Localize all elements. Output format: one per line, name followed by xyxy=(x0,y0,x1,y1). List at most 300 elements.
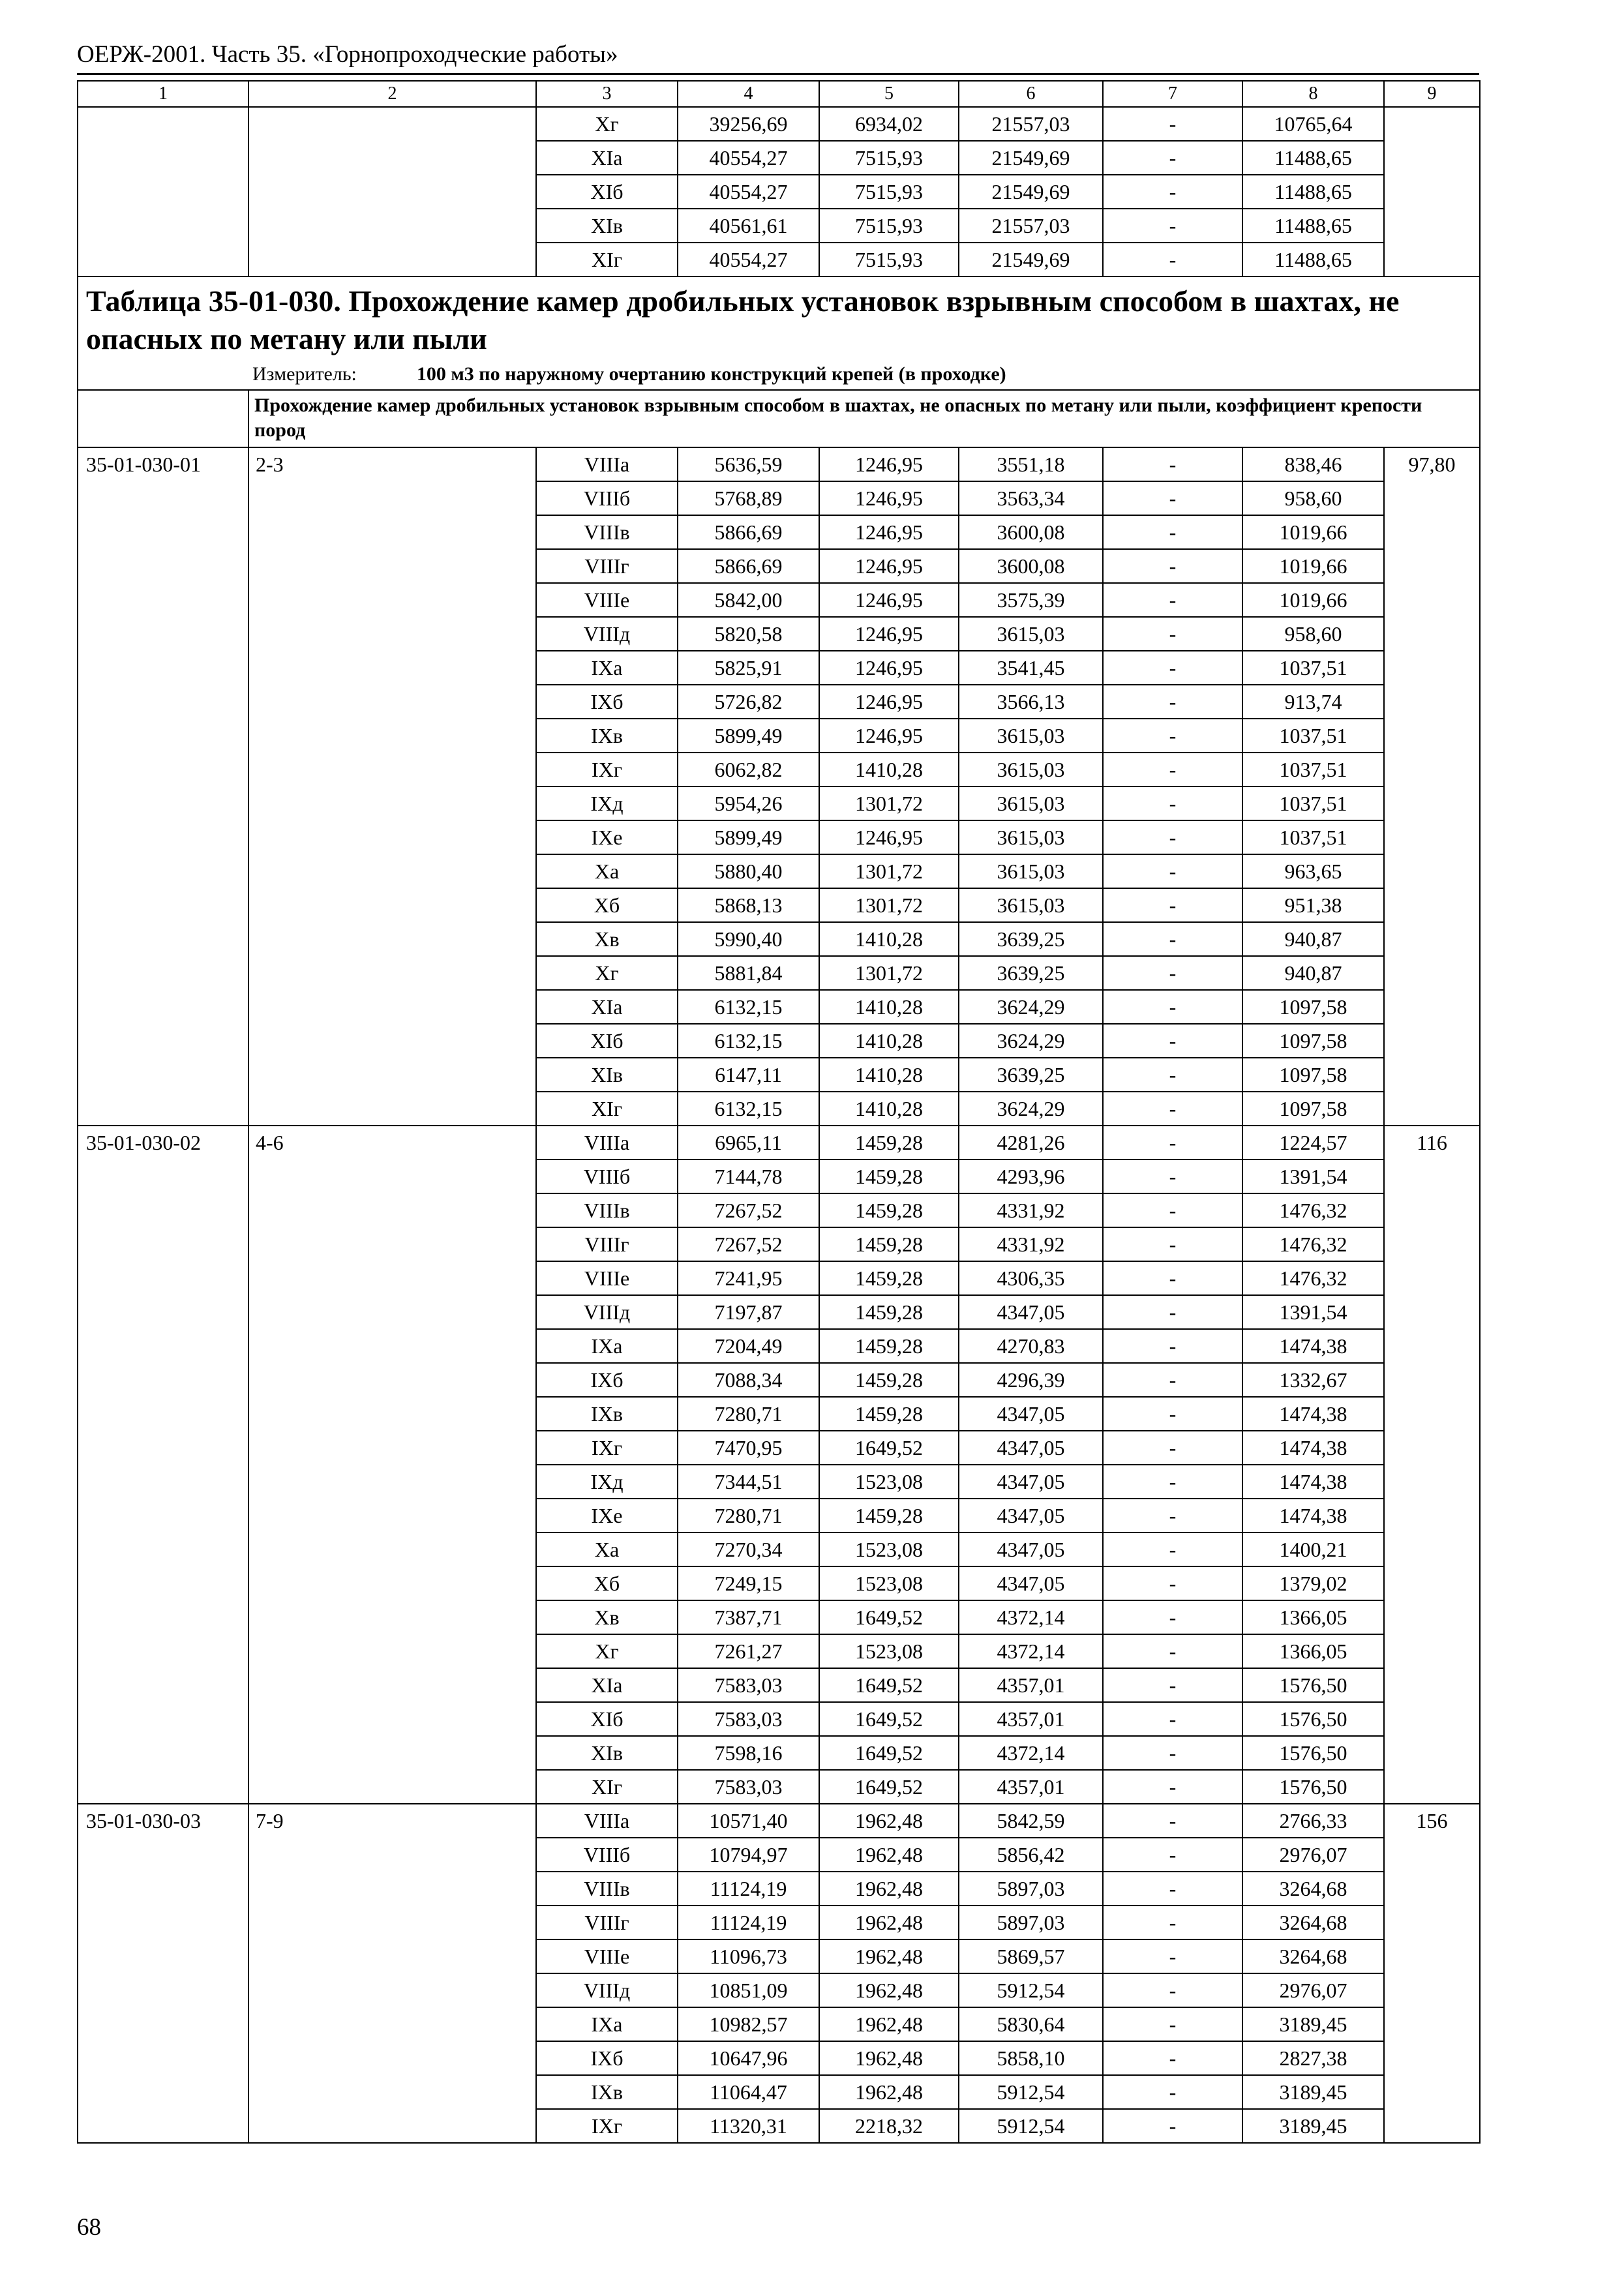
table-row xyxy=(78,107,1480,141)
cell-labor: 1246,95 xyxy=(819,481,959,515)
cell-coefficient xyxy=(248,786,536,820)
cell-total: 7261,27 xyxy=(678,1634,819,1668)
cell-col9 xyxy=(1384,1566,1480,1600)
cell-category: IXа xyxy=(536,2007,678,2041)
cell-coefficient xyxy=(248,1634,536,1668)
meter-row xyxy=(78,358,1480,390)
cell-coefficient xyxy=(248,956,536,990)
cell-coefficient xyxy=(248,107,536,141)
cell-col7: - xyxy=(1103,1600,1242,1634)
cell-machines: 21557,03 xyxy=(959,209,1103,243)
cell-col9 xyxy=(1384,141,1480,175)
cell-code xyxy=(78,786,248,820)
cell-col9 xyxy=(1384,481,1480,515)
table-row xyxy=(78,1973,1480,2007)
cell-category: Ха xyxy=(536,1533,678,1566)
table-row xyxy=(78,1838,1480,1872)
cell-labor: 1962,48 xyxy=(819,1838,959,1872)
cell-materials: 958,60 xyxy=(1242,617,1384,651)
cell-code xyxy=(78,515,248,549)
cell-col7: - xyxy=(1103,854,1242,888)
table-row xyxy=(78,1872,1480,1906)
running-header: ОЕРЖ-2001. Часть 35. «Горнопроходческие работы» xyxy=(77,41,618,68)
cell-category: XIб xyxy=(536,1024,678,1058)
table-row xyxy=(78,1702,1480,1736)
cell-col7: - xyxy=(1103,719,1242,753)
cell-machines: 4347,05 xyxy=(959,1533,1103,1566)
cell-labor: 1246,95 xyxy=(819,583,959,617)
cell-machines: 4331,92 xyxy=(959,1193,1103,1227)
cell-machines: 4270,83 xyxy=(959,1329,1103,1363)
cell-machines: 3600,08 xyxy=(959,549,1103,583)
cell-machines: 4347,05 xyxy=(959,1465,1103,1499)
cell-machines: 4347,05 xyxy=(959,1499,1103,1533)
cell-coefficient xyxy=(248,2041,536,2075)
table-row xyxy=(78,1363,1480,1397)
cell-col7: - xyxy=(1103,2007,1242,2041)
cell-category: Хг xyxy=(536,1634,678,1668)
cell-total: 5954,26 xyxy=(678,786,819,820)
cell-labor: 7515,93 xyxy=(819,243,959,277)
cell-materials: 1379,02 xyxy=(1242,1566,1384,1600)
table-row xyxy=(78,753,1480,786)
cell-labor: 1459,28 xyxy=(819,1499,959,1533)
cell-coefficient xyxy=(248,209,536,243)
cell-machines: 5869,57 xyxy=(959,1939,1103,1973)
cell-col7: - xyxy=(1103,1058,1242,1092)
cell-code xyxy=(78,990,248,1024)
cell-col7: - xyxy=(1103,990,1242,1024)
table-row xyxy=(78,888,1480,922)
cell-labor: 1523,08 xyxy=(819,1465,959,1499)
cell-col7: - xyxy=(1103,1838,1242,1872)
cell-materials: 1037,51 xyxy=(1242,753,1384,786)
cell-total: 10571,40 xyxy=(678,1804,819,1838)
cell-col9 xyxy=(1384,1634,1480,1668)
cell-coefficient xyxy=(248,549,536,583)
cell-col9 xyxy=(1384,1465,1480,1499)
cell-code xyxy=(78,1261,248,1295)
cell-col7: - xyxy=(1103,1566,1242,1600)
cell-col7: - xyxy=(1103,1668,1242,1702)
cell-coefficient xyxy=(248,2007,536,2041)
cell-total: 7144,78 xyxy=(678,1159,819,1193)
cell-labor: 1459,28 xyxy=(819,1397,959,1431)
table-row xyxy=(78,685,1480,719)
meter-spacer xyxy=(78,358,248,390)
cell-total: 7267,52 xyxy=(678,1193,819,1227)
cell-col7: - xyxy=(1103,753,1242,786)
rates-table-wrapper xyxy=(77,80,1479,2144)
cell-col9 xyxy=(1384,1363,1480,1397)
cell-col9 xyxy=(1384,854,1480,888)
cell-labor: 1410,28 xyxy=(819,1092,959,1126)
cell-machines: 3639,25 xyxy=(959,1058,1103,1092)
cell-category: IXа xyxy=(536,1329,678,1363)
cell-col9 xyxy=(1384,1973,1480,2007)
cell-col9 xyxy=(1384,549,1480,583)
cell-col7: - xyxy=(1103,651,1242,685)
cell-category: Ха xyxy=(536,854,678,888)
table-row xyxy=(78,481,1480,515)
cell-total: 39256,69 xyxy=(678,107,819,141)
cell-total: 11124,19 xyxy=(678,1906,819,1939)
cell-coefficient xyxy=(248,1770,536,1804)
cell-labor: 1649,52 xyxy=(819,1668,959,1702)
cell-code xyxy=(78,141,248,175)
table-row xyxy=(78,1024,1480,1058)
cell-code xyxy=(78,1939,248,1973)
table-row xyxy=(78,1804,1480,1838)
cell-coefficient xyxy=(248,481,536,515)
cell-col7: - xyxy=(1103,209,1242,243)
cell-col7: - xyxy=(1103,515,1242,549)
cell-labor: 1649,52 xyxy=(819,1736,959,1770)
cell-coefficient xyxy=(248,1159,536,1193)
cell-coefficient xyxy=(248,515,536,549)
cell-materials: 1476,32 xyxy=(1242,1193,1384,1227)
cell-col9 xyxy=(1384,1159,1480,1193)
cell-code xyxy=(78,1736,248,1770)
cell-category: VIIIе xyxy=(536,1939,678,1973)
cell-col7: - xyxy=(1103,447,1242,481)
cell-code xyxy=(78,175,248,209)
cell-materials: 1097,58 xyxy=(1242,990,1384,1024)
cell-code xyxy=(78,549,248,583)
cell-coefficient xyxy=(248,651,536,685)
cell-col7: - xyxy=(1103,1872,1242,1906)
column-number-5: 5 xyxy=(819,81,959,107)
cell-materials: 2976,07 xyxy=(1242,1973,1384,2007)
description-row xyxy=(78,390,1480,447)
table-row xyxy=(78,1261,1480,1295)
cell-labor: 7515,93 xyxy=(819,209,959,243)
cell-materials: 11488,65 xyxy=(1242,175,1384,209)
cell-category: XIа xyxy=(536,1668,678,1702)
cell-materials: 1576,50 xyxy=(1242,1702,1384,1736)
cell-machines: 21549,69 xyxy=(959,175,1103,209)
column-number-3: 3 xyxy=(536,81,678,107)
cell-total: 7088,34 xyxy=(678,1363,819,1397)
cell-code xyxy=(78,1193,248,1227)
cell-category: IXв xyxy=(536,719,678,753)
cell-machines: 4347,05 xyxy=(959,1431,1103,1465)
cell-col7: - xyxy=(1103,175,1242,209)
cell-labor: 1459,28 xyxy=(819,1295,959,1329)
cell-col9 xyxy=(1384,2109,1480,2143)
cell-col7: - xyxy=(1103,1770,1242,1804)
cell-total: 6132,15 xyxy=(678,990,819,1024)
cell-materials: 1366,05 xyxy=(1242,1600,1384,1634)
cell-code xyxy=(78,1973,248,2007)
cell-coefficient xyxy=(248,1058,536,1092)
cell-coefficient xyxy=(248,2075,536,2109)
cell-col9 xyxy=(1384,1668,1480,1702)
cell-col7: - xyxy=(1103,820,1242,854)
cell-machines: 3541,45 xyxy=(959,651,1103,685)
cell-labor: 1523,08 xyxy=(819,1566,959,1600)
cell-materials: 1576,50 xyxy=(1242,1770,1384,1804)
cell-col7: - xyxy=(1103,141,1242,175)
cell-materials: 963,65 xyxy=(1242,854,1384,888)
cell-total: 7583,03 xyxy=(678,1770,819,1804)
table-title: Таблица 35-01-030. Прохождение камер дробильных установок взрывным способом в шахтах, не опасных по метану или пыли xyxy=(86,284,1400,355)
cell-code xyxy=(78,1092,248,1126)
cell-materials: 11488,65 xyxy=(1242,243,1384,277)
cell-total: 40561,61 xyxy=(678,209,819,243)
cell-category: VIIIг xyxy=(536,549,678,583)
cell-col9 xyxy=(1384,1193,1480,1227)
table-row xyxy=(78,1736,1480,1770)
cell-materials: 1391,54 xyxy=(1242,1159,1384,1193)
cell-col7: - xyxy=(1103,1736,1242,1770)
cell-machines: 3624,29 xyxy=(959,1092,1103,1126)
cell-col7: - xyxy=(1103,1906,1242,1939)
cell-coefficient xyxy=(248,1736,536,1770)
cell-category: IXе xyxy=(536,1499,678,1533)
labor-cost-value: 156 xyxy=(1384,1804,1480,1838)
cell-labor: 1459,28 xyxy=(819,1363,959,1397)
cell-col9 xyxy=(1384,719,1480,753)
cell-col9 xyxy=(1384,1092,1480,1126)
cell-category: IXг xyxy=(536,2109,678,2143)
cell-col7: - xyxy=(1103,481,1242,515)
cell-total: 10647,96 xyxy=(678,2041,819,2075)
cell-code xyxy=(78,651,248,685)
cell-code xyxy=(78,1702,248,1736)
cell-code xyxy=(78,1872,248,1906)
cell-materials: 1474,38 xyxy=(1242,1431,1384,1465)
cell-materials: 1224,57 xyxy=(1242,1126,1384,1159)
cell-col9 xyxy=(1384,1058,1480,1092)
cell-labor: 7515,93 xyxy=(819,175,959,209)
cell-col7: - xyxy=(1103,549,1242,583)
cell-materials: 1019,66 xyxy=(1242,549,1384,583)
cell-total: 11320,31 xyxy=(678,2109,819,2143)
cell-total: 6062,82 xyxy=(678,753,819,786)
cell-category: XIв xyxy=(536,1736,678,1770)
cell-materials: 1474,38 xyxy=(1242,1499,1384,1533)
cell-code xyxy=(78,1668,248,1702)
cell-col7: - xyxy=(1103,583,1242,617)
cell-code xyxy=(78,719,248,753)
rates-table xyxy=(77,80,1481,2144)
cell-materials: 1037,51 xyxy=(1242,719,1384,753)
table-row xyxy=(78,1227,1480,1261)
cell-category: IXб xyxy=(536,685,678,719)
cell-code xyxy=(78,1159,248,1193)
cell-coefficient xyxy=(248,1329,536,1363)
cell-col9 xyxy=(1384,1024,1480,1058)
cell-labor: 1246,95 xyxy=(819,549,959,583)
cell-coefficient xyxy=(248,175,536,209)
table-row xyxy=(78,1058,1480,1092)
table-row xyxy=(78,2109,1480,2143)
cell-machines: 3600,08 xyxy=(959,515,1103,549)
cell-materials: 1097,58 xyxy=(1242,1092,1384,1126)
cell-machines: 3615,03 xyxy=(959,753,1103,786)
cell-total: 5636,59 xyxy=(678,447,819,481)
cell-labor: 1410,28 xyxy=(819,990,959,1024)
cell-materials: 1366,05 xyxy=(1242,1634,1384,1668)
cell-machines: 4357,01 xyxy=(959,1770,1103,1804)
table-row xyxy=(78,1431,1480,1465)
table-row xyxy=(78,243,1480,277)
cell-category: XIа xyxy=(536,141,678,175)
cell-code xyxy=(78,583,248,617)
table-row xyxy=(78,854,1480,888)
table-row xyxy=(78,549,1480,583)
cell-machines: 4296,39 xyxy=(959,1363,1103,1397)
cell-col9 xyxy=(1384,786,1480,820)
cell-total: 10982,57 xyxy=(678,2007,819,2041)
cell-total: 40554,27 xyxy=(678,175,819,209)
cell-total: 5842,00 xyxy=(678,583,819,617)
cell-col9 xyxy=(1384,1906,1480,1939)
cell-category: VIIIе xyxy=(536,1261,678,1295)
cell-machines: 5842,59 xyxy=(959,1804,1103,1838)
cell-materials: 11488,65 xyxy=(1242,209,1384,243)
cell-machines: 3624,29 xyxy=(959,990,1103,1024)
cell-category: VIIIа xyxy=(536,447,678,481)
cell-total: 7583,03 xyxy=(678,1702,819,1736)
table-row xyxy=(78,1465,1480,1499)
cell-category: VIIIб xyxy=(536,1159,678,1193)
cell-labor: 1301,72 xyxy=(819,854,959,888)
table-row xyxy=(78,719,1480,753)
cell-category: IXг xyxy=(536,753,678,786)
cell-labor: 1962,48 xyxy=(819,1906,959,1939)
table-row xyxy=(78,209,1480,243)
cell-col7: - xyxy=(1103,1702,1242,1736)
cell-machines: 3639,25 xyxy=(959,922,1103,956)
cell-col7: - xyxy=(1103,1261,1242,1295)
cell-materials: 1019,66 xyxy=(1242,583,1384,617)
cell-category: VIIIе xyxy=(536,583,678,617)
cell-code xyxy=(78,1024,248,1058)
cell-coefficient xyxy=(248,1465,536,1499)
table-row xyxy=(78,1329,1480,1363)
cell-materials: 1332,67 xyxy=(1242,1363,1384,1397)
cell-labor: 1246,95 xyxy=(819,820,959,854)
cell-col7: - xyxy=(1103,2109,1242,2143)
cell-machines: 3624,29 xyxy=(959,1024,1103,1058)
cell-col9 xyxy=(1384,1431,1480,1465)
cell-col7: - xyxy=(1103,786,1242,820)
cell-machines: 3639,25 xyxy=(959,956,1103,990)
table-row xyxy=(78,1499,1480,1533)
cell-materials: 1474,38 xyxy=(1242,1329,1384,1363)
cell-materials: 1476,32 xyxy=(1242,1261,1384,1295)
table-row xyxy=(78,583,1480,617)
cell-code xyxy=(78,956,248,990)
cell-code xyxy=(78,1363,248,1397)
column-number-row xyxy=(78,81,1480,107)
cell-category: XIб xyxy=(536,1702,678,1736)
cell-code xyxy=(78,1634,248,1668)
cell-category: Хг xyxy=(536,956,678,990)
column-number-1: 1 xyxy=(78,81,248,107)
cell-category: XIг xyxy=(536,1092,678,1126)
cell-coefficient xyxy=(248,1600,536,1634)
table-row xyxy=(78,990,1480,1024)
cell-col7: - xyxy=(1103,2075,1242,2109)
cell-col9 xyxy=(1384,209,1480,243)
cell-code xyxy=(78,1838,248,1872)
cell-col7: - xyxy=(1103,888,1242,922)
cell-total: 7280,71 xyxy=(678,1397,819,1431)
cell-labor: 1246,95 xyxy=(819,651,959,685)
cell-machines: 21549,69 xyxy=(959,243,1103,277)
cell-code xyxy=(78,922,248,956)
cell-labor: 1301,72 xyxy=(819,786,959,820)
cell-machines: 3615,03 xyxy=(959,820,1103,854)
cell-machines: 5897,03 xyxy=(959,1906,1103,1939)
cell-machines: 3563,34 xyxy=(959,481,1103,515)
cell-col9 xyxy=(1384,922,1480,956)
cell-machines: 4306,35 xyxy=(959,1261,1103,1295)
cell-labor: 1962,48 xyxy=(819,1804,959,1838)
cell-total: 5880,40 xyxy=(678,854,819,888)
cell-labor: 1962,48 xyxy=(819,2041,959,2075)
cell-total: 40554,27 xyxy=(678,243,819,277)
cell-labor: 1962,48 xyxy=(819,1973,959,2007)
rates-table-body xyxy=(78,81,1480,2143)
cell-total: 7197,87 xyxy=(678,1295,819,1329)
cell-labor: 1246,95 xyxy=(819,617,959,651)
rate-code: 35-01-030-01 xyxy=(78,447,248,481)
cell-labor: 1649,52 xyxy=(819,1770,959,1804)
cell-col7: - xyxy=(1103,1634,1242,1668)
cell-coefficient xyxy=(248,719,536,753)
cell-total: 7270,34 xyxy=(678,1533,819,1566)
cell-materials: 1391,54 xyxy=(1242,1295,1384,1329)
cell-labor: 1410,28 xyxy=(819,922,959,956)
rock-hardness-coefficient: 4-6 xyxy=(248,1126,536,1159)
cell-machines: 5897,03 xyxy=(959,1872,1103,1906)
cell-category: IXг xyxy=(536,1431,678,1465)
cell-machines: 3615,03 xyxy=(959,888,1103,922)
cell-coefficient xyxy=(248,854,536,888)
cell-machines: 5912,54 xyxy=(959,2109,1103,2143)
table-row xyxy=(78,1295,1480,1329)
cell-coefficient xyxy=(248,1906,536,1939)
cell-col9 xyxy=(1384,1939,1480,1973)
cell-col9 xyxy=(1384,1702,1480,1736)
cell-machines: 4293,96 xyxy=(959,1159,1103,1193)
table-title-cell xyxy=(78,277,1480,358)
cell-coefficient xyxy=(248,1261,536,1295)
cell-code xyxy=(78,1397,248,1431)
cell-labor: 1459,28 xyxy=(819,1126,959,1159)
cell-code xyxy=(78,2007,248,2041)
cell-total: 7387,71 xyxy=(678,1600,819,1634)
cell-col9 xyxy=(1384,1499,1480,1533)
cell-category: XIв xyxy=(536,1058,678,1092)
cell-category: VIIIа xyxy=(536,1804,678,1838)
cell-code xyxy=(78,1227,248,1261)
cell-total: 7470,95 xyxy=(678,1431,819,1465)
cell-materials: 3189,45 xyxy=(1242,2007,1384,2041)
cell-coefficient xyxy=(248,1092,536,1126)
cell-total: 7598,16 xyxy=(678,1736,819,1770)
cell-col9 xyxy=(1384,753,1480,786)
cell-code xyxy=(78,617,248,651)
cell-category: XIб xyxy=(536,175,678,209)
cell-machines: 3566,13 xyxy=(959,685,1103,719)
column-number-7: 7 xyxy=(1103,81,1242,107)
cell-total: 7204,49 xyxy=(678,1329,819,1363)
